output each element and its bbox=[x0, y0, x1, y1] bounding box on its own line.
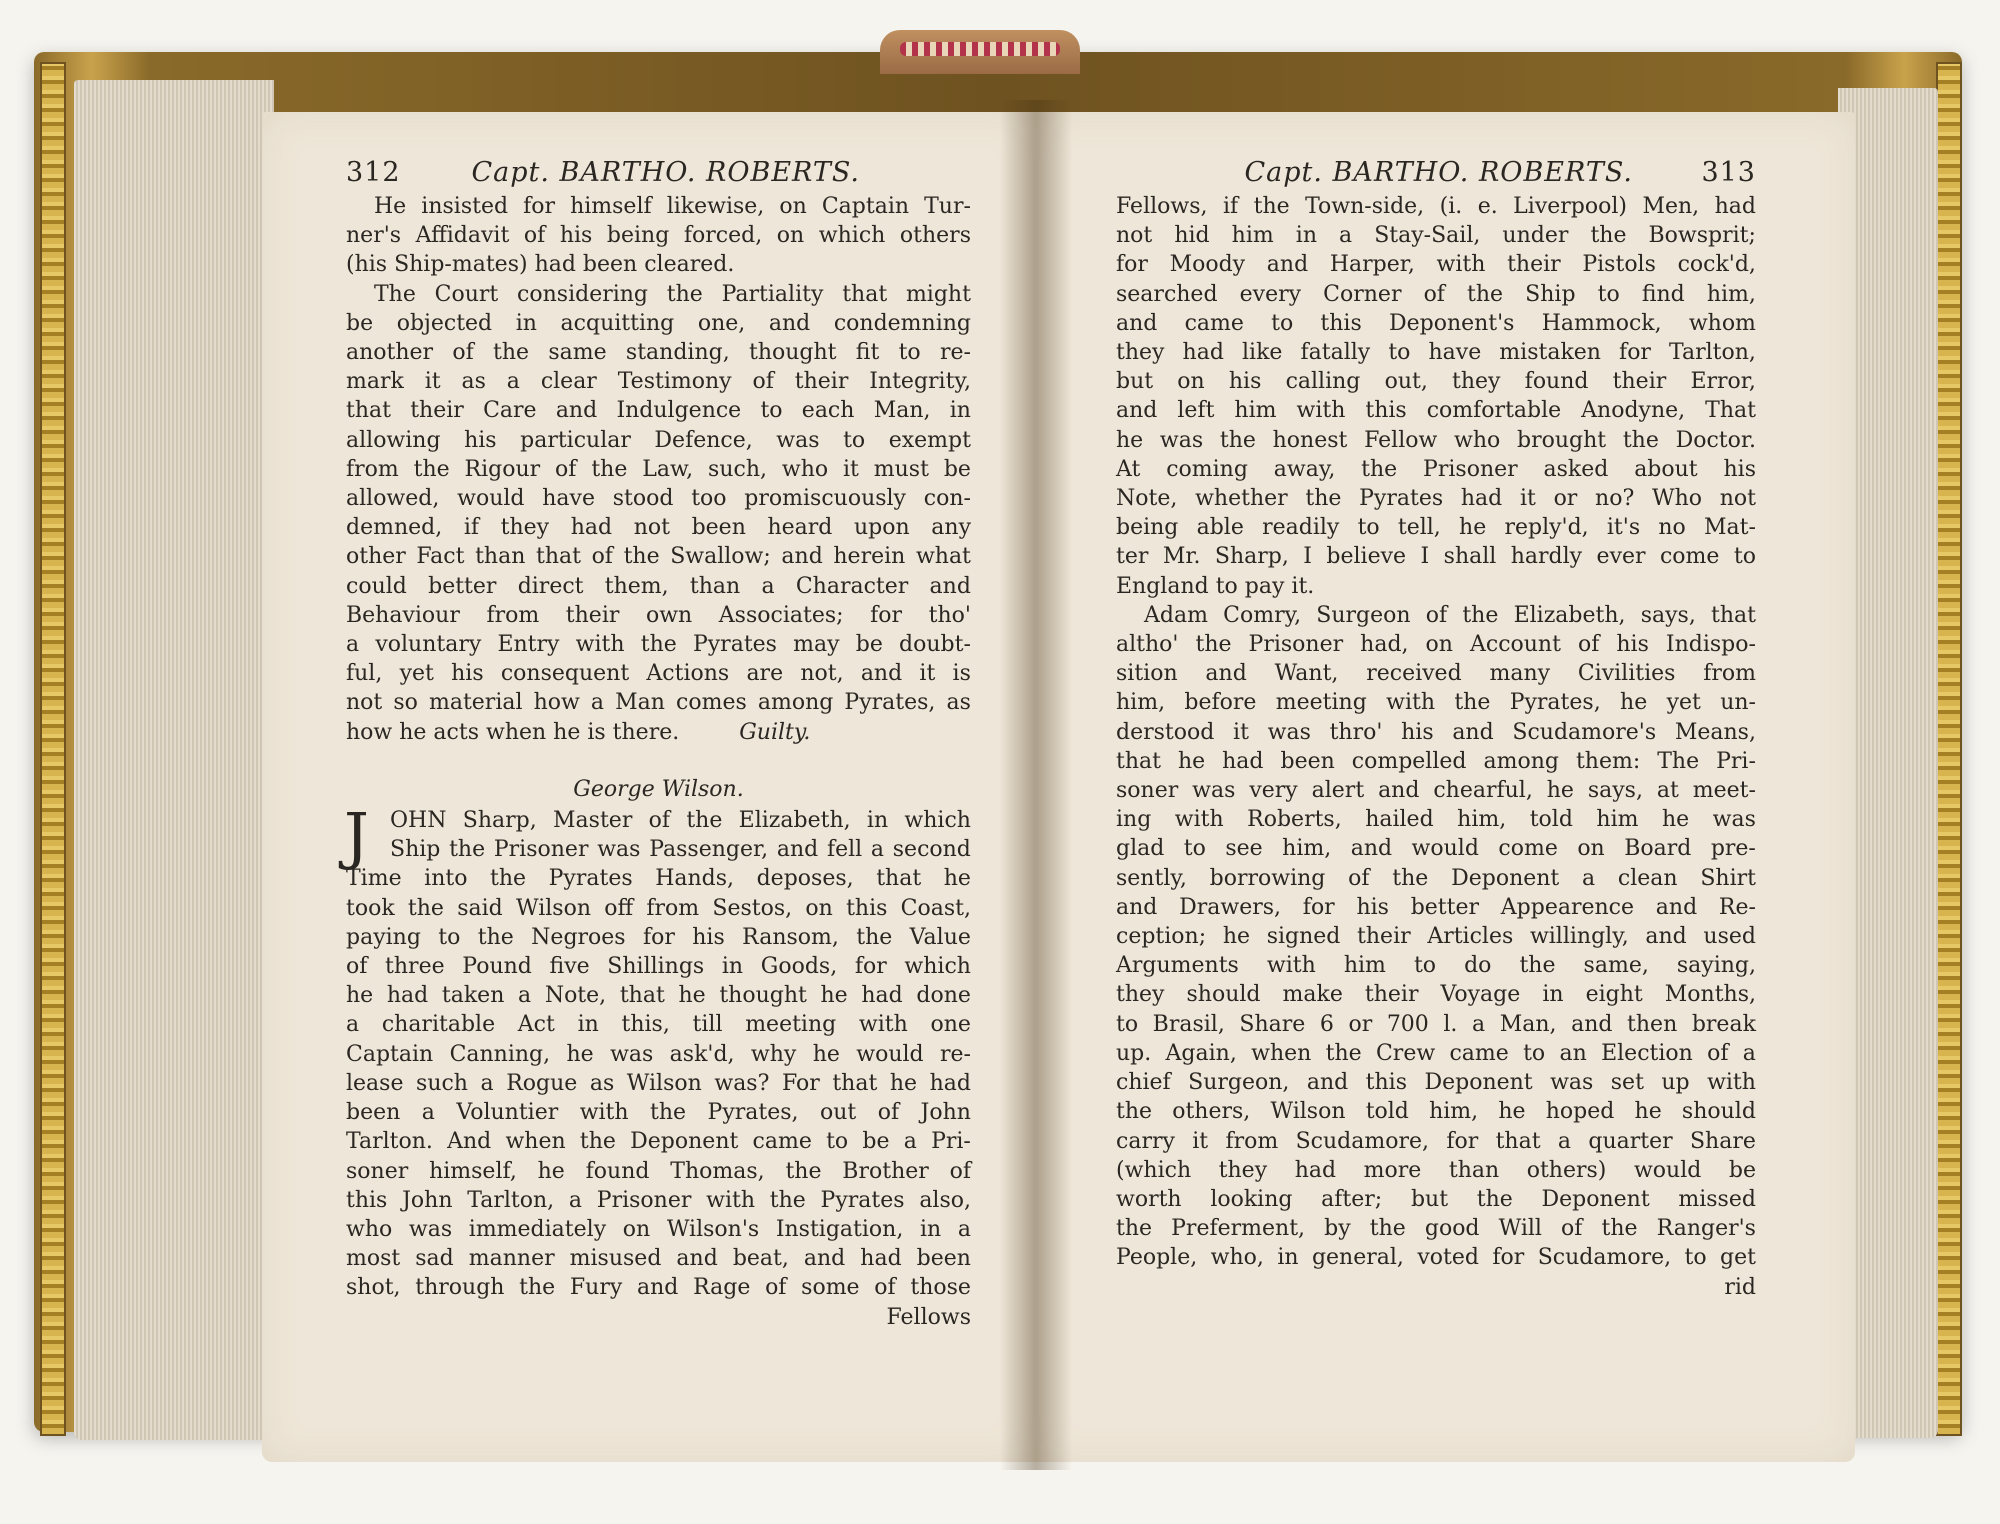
paragraph bbox=[1116, 601, 1756, 1273]
headband bbox=[880, 30, 1080, 74]
text-line: most sad manner misused and beat, and had been bbox=[346, 1246, 971, 1272]
text-line: Adam Comry, Surgeon of the Elizabeth, says, that bbox=[1144, 602, 1756, 628]
text-line: allowing his particular Defence, was to exempt bbox=[346, 427, 971, 453]
text-line: worth looking after; but the Deponent missed bbox=[1116, 1186, 1756, 1212]
text-line: He insisted for himself likewise, on Captain Tur- bbox=[374, 194, 971, 219]
text-line: being able readily to tell, he reply'd, it's no Mat- bbox=[1116, 515, 1756, 541]
text-line: that he had been compelled among them: The Pri- bbox=[1116, 748, 1756, 774]
text-line: soner was very alert and chearful, he says, at meet- bbox=[1116, 778, 1756, 804]
text-line: and left him with this comfortable Anodyne, That bbox=[1116, 398, 1756, 424]
text-line: been a Voluntier with the Pyrates, out of John bbox=[346, 1100, 971, 1126]
text-line: ner's Affidavit of his being forced, on which others bbox=[346, 223, 971, 249]
text-line: but on his calling out, they found their Error, bbox=[1116, 369, 1756, 395]
text-line: soner himself, he found Thomas, the Brother of bbox=[346, 1158, 971, 1184]
text-line: ter Mr. Sharp, I believe I shall hardly ever come to bbox=[1116, 544, 1756, 570]
page-number: 312 bbox=[346, 157, 401, 188]
text-line: they had like fatally to have mistaken for Tarlton, bbox=[1116, 340, 1756, 366]
running-head-title: Capt. BARTHO. ROBERTS. bbox=[471, 157, 861, 188]
text-line: this John Tarlton, a Prisoner with the Pyrates also, bbox=[346, 1187, 971, 1213]
page-number: 313 bbox=[1701, 157, 1756, 188]
text-line: At coming away, the Prisoner asked about his bbox=[1116, 456, 1756, 482]
text-line: glad to see him, and would come on Board pre- bbox=[1116, 836, 1756, 862]
text-line: of three Pound five Shillings in Goods, for which bbox=[346, 954, 971, 980]
text-line: another of the same standing, thought fit to re- bbox=[346, 340, 971, 366]
text-line: a charitable Act in this, till meeting with one bbox=[346, 1012, 971, 1038]
left-page-text bbox=[346, 156, 971, 1332]
paragraph bbox=[346, 192, 971, 280]
text-line: People, who, in general, voted for Scudamore, to get bbox=[1116, 1245, 1756, 1271]
text-line: how he acts when he is there. bbox=[346, 719, 680, 745]
text-line: up. Again, when the Crew came to an Election of a bbox=[1116, 1040, 1756, 1066]
text-line: be objected in acquitting one, and condemning bbox=[346, 310, 971, 336]
text-line: not so material how a Man comes among Pyrates, as bbox=[346, 690, 971, 716]
text-line: derstood it was thro' his and Scudamore's Means, bbox=[1116, 719, 1756, 745]
page-edges-left bbox=[74, 80, 274, 1440]
text-line: Behaviour from their own Associates; for tho' bbox=[346, 602, 971, 628]
text-line: mark it as a clear Testimony of their Integrity, bbox=[346, 369, 971, 395]
verdict: Guilty. bbox=[739, 719, 811, 745]
text-line: Note, whether the Pyrates had it or no? Who not bbox=[1116, 486, 1756, 512]
text-line: OHN Sharp, Master of the Elizabeth, in which bbox=[390, 808, 971, 834]
text-line: Arguments with him to do the same, saying, bbox=[1116, 953, 1756, 979]
text-line: who was immediately on Wilson's Instigation, in a bbox=[346, 1216, 971, 1242]
running-header bbox=[346, 156, 971, 190]
text-line: the Preferment, by the good Will of the Ranger's bbox=[1116, 1216, 1756, 1242]
text-line: him, before meeting with the Pyrates, he yet un- bbox=[1116, 690, 1756, 716]
text-line: Ship the Prisoner was Passenger, and fell a second bbox=[390, 837, 971, 863]
text-line: ception; he signed their Articles willingly, and used bbox=[1116, 924, 1756, 950]
text-line: (which they had more than others) would be bbox=[1116, 1157, 1756, 1183]
catchword-row bbox=[346, 1303, 971, 1332]
text-line: Fellows, if the Town-side, (i. e. Liverpool) Men, had bbox=[1116, 194, 1756, 219]
section-heading: George Wilson. bbox=[573, 776, 744, 802]
text-line: Time into the Pyrates Hands, deposes, that he bbox=[346, 866, 971, 892]
running-head-title: Capt. BARTHO. ROBERTS. bbox=[1244, 157, 1633, 188]
drop-cap: J bbox=[344, 799, 369, 873]
text-line: Tarlton. And when the Deponent came to be a Pri- bbox=[346, 1129, 971, 1155]
right-page-text bbox=[1116, 156, 1756, 1302]
text-line: and Drawers, for his better Appearence and Re- bbox=[1116, 894, 1756, 920]
text-line: for Moody and Harper, with their Pistols cock'd, bbox=[1116, 252, 1756, 278]
right-page bbox=[1035, 112, 1855, 1462]
text-line: shot, through the Fury and Rage of some of those bbox=[346, 1275, 971, 1301]
text-line: a voluntary Entry with the Pyrates may be doubt- bbox=[346, 632, 971, 658]
text-line: other Fact than that of the Swallow; and herein what bbox=[346, 544, 971, 570]
paragraph bbox=[344, 799, 971, 1302]
text-line: not hid him in a Stay-Sail, under the Bowsprit; bbox=[1116, 223, 1756, 249]
text-line: the others, Wilson told him, he hoped he should bbox=[1116, 1099, 1756, 1125]
text-line: The Court considering the Partiality that might bbox=[374, 281, 971, 307]
text-line: he had taken a Note, that he thought he had done bbox=[346, 983, 971, 1009]
text-line: (his Ship-mates) had been cleared. bbox=[346, 252, 735, 278]
running-header bbox=[1116, 156, 1756, 190]
text-line: to Brasil, Share 6 or 700 l. a Man, and then break bbox=[1116, 1011, 1756, 1037]
text-line: took the said Wilson off from Sestos, on this Coast, bbox=[346, 895, 971, 921]
text-line: they should make their Voyage in eight Months, bbox=[1116, 982, 1756, 1008]
text-line: searched every Corner of the Ship to find him, bbox=[1116, 281, 1756, 307]
gilt-edge-left bbox=[40, 62, 66, 1436]
text-line: sently, borrowing of the Deponent a clean Shirt bbox=[1116, 865, 1756, 891]
text-line: Captain Canning, he was ask'd, why he would re- bbox=[346, 1041, 971, 1067]
text-line-final bbox=[346, 718, 971, 747]
catchword: Fellows bbox=[886, 1304, 971, 1330]
text-line: that their Care and Indulgence to each Man, in bbox=[346, 398, 971, 424]
gilt-edge-right bbox=[1936, 62, 1962, 1436]
text-line: paying to the Negroes for his Ransom, the Value bbox=[346, 924, 971, 950]
text-line: altho' the Prisoner had, on Account of his Indispo- bbox=[1116, 632, 1756, 658]
book-gutter bbox=[1000, 100, 1072, 1470]
left-page bbox=[262, 112, 1035, 1462]
text-line: he was the honest Fellow who brought the Doctor. bbox=[1116, 427, 1756, 453]
text-line: sition and Want, received many Civilities from bbox=[1116, 661, 1756, 687]
paragraph bbox=[1116, 192, 1756, 601]
text-line: chief Surgeon, and this Deponent was set up with bbox=[1116, 1070, 1756, 1096]
text-line: carry it from Scudamore, for that a quarter Share bbox=[1116, 1128, 1756, 1154]
text-line: demned, if they had not been heard upon any bbox=[346, 515, 971, 541]
paragraph bbox=[346, 280, 971, 747]
text-line: could better direct them, than a Character and bbox=[346, 573, 971, 599]
catchword-row bbox=[1116, 1273, 1756, 1302]
text-line: ing with Roberts, hailed him, told him he was bbox=[1116, 807, 1756, 833]
text-line: ful, yet his consequent Actions are not, and it is bbox=[346, 661, 971, 687]
text-line: England to pay it. bbox=[1116, 573, 1315, 599]
text-line: from the Rigour of the Law, such, who it must be bbox=[346, 456, 971, 482]
text-line: allowed, would have stood too promiscuously con- bbox=[346, 486, 971, 512]
text-line: and came to this Deponent's Hammock, whom bbox=[1116, 310, 1756, 336]
catchword: rid bbox=[1724, 1274, 1756, 1300]
text-line: lease such a Rogue as Wilson was? For that he had bbox=[346, 1070, 971, 1096]
